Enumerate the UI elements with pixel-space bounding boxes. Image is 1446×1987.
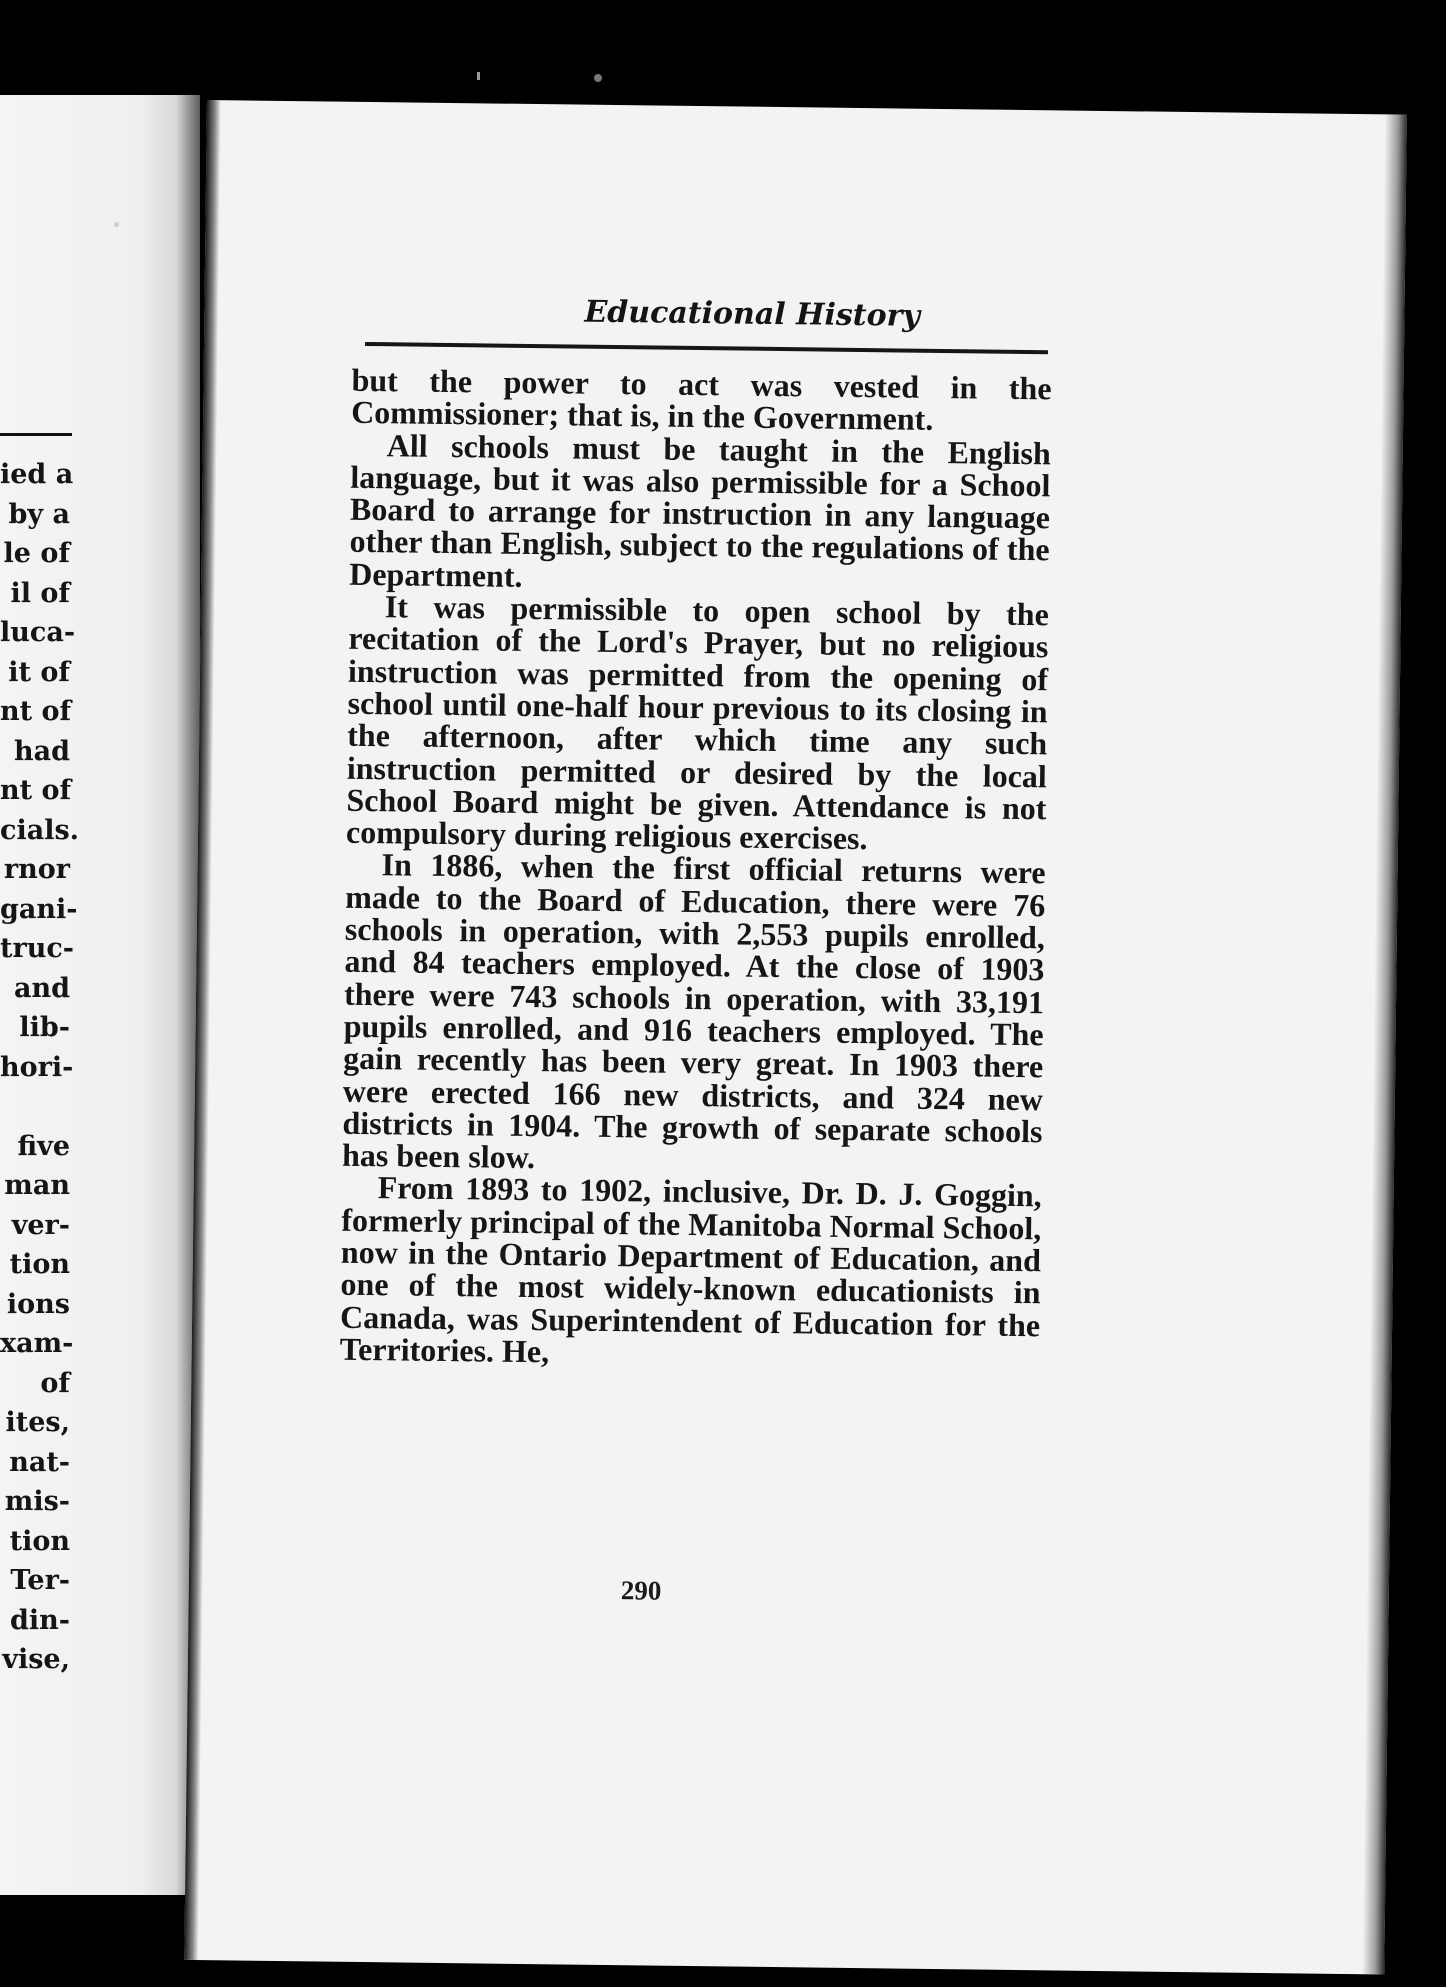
left-page-line-fragment: man <box>4 1170 70 1201</box>
left-page-line-fragment: ites, <box>5 1407 70 1438</box>
left-page-header-rule <box>0 433 72 436</box>
left-page-line-fragment: gani- <box>0 893 78 925</box>
scan-speck <box>114 222 119 227</box>
left-page-line-fragment: five <box>17 1130 70 1162</box>
left-page-line-fragment: luca- <box>0 617 76 648</box>
left-page-line-fragment: hori- <box>0 1051 74 1083</box>
paragraph: All schools must be taught in the English language, but it was also permissible for a School Board to arrange for instruction in any language other than English, subject to the regulations of the Department. <box>349 426 1051 594</box>
paragraph: In 1886, when the first official returns were made to the Board of Education, there were 76 schools in operation, with 2,553 pupils enrolled, and 84 teachers employed. At the close of 1903 there were 743 schools in operation, with 33,191 pupils enrolled, and 916 teachers employed. The gain recently has been very great. In 1903 there were erected 166 new districts, and 324 new districts in 1904. The growth of separate schools has been slow. <box>341 846 1046 1176</box>
left-page-line-fragment: truc- <box>0 933 74 964</box>
left-page-line-fragment: ions <box>6 1288 70 1320</box>
paragraph: but the power to act was vested in the Commissioner; that is, in the Government. <box>350 361 1052 438</box>
left-page-line-fragment: had <box>13 735 70 767</box>
scan-speck <box>594 74 602 82</box>
left-page-line-fragment: il of <box>10 577 70 609</box>
left-page-line-fragment: Ter- <box>10 1565 70 1596</box>
page-edge <box>1362 114 1407 1974</box>
left-page-line-fragment: le of <box>3 538 70 569</box>
left-page-line-fragment: mis- <box>4 1486 70 1517</box>
left-page-text-column <box>0 455 80 1680</box>
left-page-line-fragment: nat- <box>9 1446 70 1478</box>
left-page-line-fragment <box>0 1087 70 1127</box>
scan-speck <box>477 72 480 80</box>
left-page-line-fragment: tion <box>9 1525 70 1557</box>
paragraph: From 1893 to 1902, inclusive, Dr. D. J. Goggin, formerly principal of the Manitoba Normal School, now in the Ontario Department of Education, and one of the most widely-known educationists in Canada, was Superintendent of Education for the Territories. He, <box>339 1169 1042 1370</box>
left-page-line-fragment: xam- <box>0 1328 74 1359</box>
left-page-line-fragment: lib- <box>19 1012 70 1043</box>
left-page-line-fragment: ied a <box>0 459 74 490</box>
left-page-line-fragment: and <box>13 972 70 1004</box>
left-page-line-fragment: it of <box>8 656 70 688</box>
paragraph: It was permissible to open school by the recitation of the Lord's Prayer, but no religious instruction was permitted from the opening of school until one-half hour previous to its closing in the afternoon, after which time any such instruction permitted or desired by the local School Board might be given. Attendance is not compulsory during religious exercises. <box>345 588 1049 857</box>
running-head-rule <box>365 342 1048 354</box>
left-page-line-fragment: of <box>40 1367 70 1399</box>
left-page-line-fragment: nt of <box>0 696 72 727</box>
body-text <box>339 361 1052 1374</box>
page-number: 290 <box>620 1575 662 1606</box>
left-page-line-fragment: nt of <box>0 775 72 806</box>
left-page-line-fragment: cials. <box>0 814 80 846</box>
left-page-line-fragment: vise, <box>2 1644 70 1675</box>
left-page <box>0 95 200 1895</box>
left-page-line-fragment: din- <box>10 1604 70 1636</box>
left-page-line-fragment: rnor <box>3 854 70 885</box>
left-page-line-fragment: by a <box>8 498 70 530</box>
left-page-line-fragment: tion <box>9 1249 70 1280</box>
left-page-line-fragment: ver- <box>11 1209 70 1241</box>
running-head: Educational History <box>584 294 921 334</box>
right-page <box>184 100 1407 1975</box>
